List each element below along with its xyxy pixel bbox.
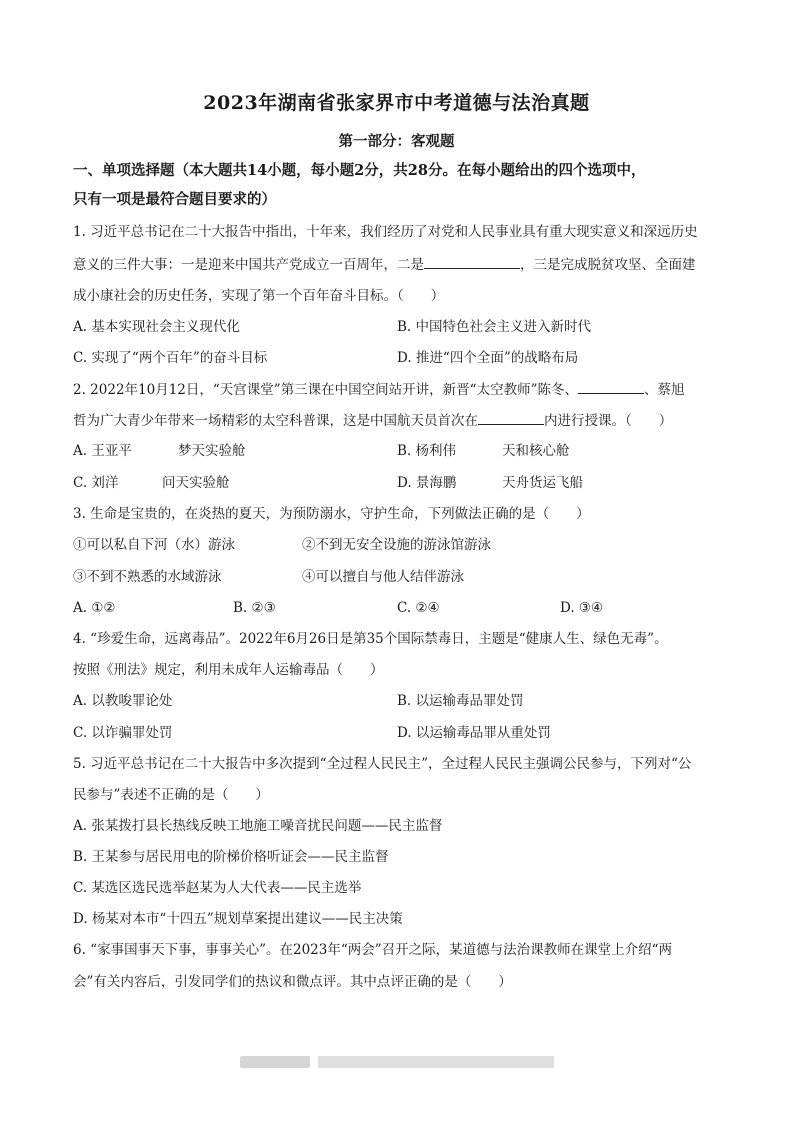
blurred-footer-watermark-2 (318, 1056, 554, 1068)
q2-stem-text-a: 2. 2022年10月12日，“天宫课堂”第三课在中国空间站开讲，新晋“太空教师”陈冬、 (73, 382, 578, 398)
q6-stem-line-2: 会”有关内容后，引发同学们的热议和微点评。其中点评正确的是（ ） (73, 974, 512, 990)
q2-stem-line-1 (73, 379, 733, 400)
section-heading-line-2: 只有一项是最符合题目要求的） (73, 191, 276, 208)
q3-option-b: B. ②③ (233, 600, 276, 616)
q3-statement-2: ②不到无安全设施的游泳馆游泳 (302, 537, 491, 553)
q4-option-a: A. 以教唆罪论处 (73, 693, 173, 709)
q1-stem-line-1: 1. 习近平总书记在二十大报告中指出，十年来，我们经历了对党和人民事业具有重大现实意义和深远历史 (73, 224, 698, 240)
q3-option-a: A. ①② (73, 600, 116, 616)
q2-option-a-module: 梦天实验舱 (178, 443, 246, 459)
q6-stem-line-1: 6. “家事国事天下事，事事关心”。在2023年“两会”召开之际，某道德与法治课教师在课堂上介绍“两 (73, 942, 673, 958)
blurred-footer-watermark (240, 1056, 310, 1068)
q5-option-d: D. 杨某对本市“十四五”规划草案提出建议——民主决策 (73, 911, 403, 927)
q5-stem-line-1: 5. 习近平总书记在二十大报告中多次提到“全过程人民民主”，全过程人民民主强调公民参与，下列对“公 (73, 756, 692, 772)
q5-option-b: B. 王某参与居民用电的阶梯价格听证会——民主监督 (73, 849, 389, 865)
q2-option-c-module: 问天实验舱 (162, 475, 230, 491)
q1-stem-line-3: 成小康社会的历史任务，实现了第一个百年奋斗目标。（ ） (73, 288, 445, 304)
q5-stem-line-2: 民参与”表述不正确的是（ ） (73, 787, 269, 803)
q3-option-c: C. ②④ (397, 600, 440, 616)
q5-option-c: C. 某选区选民选举赵某为人大代表——民主选举 (73, 880, 362, 896)
q4-stem-line-1: 4. “珍爱生命，远离毒品”。2022年6月26日是第35个国际禁毒日，主题是“健康人生、绿色无毒”。 (73, 631, 668, 647)
q2-stem-text-d: 内进行授课。（ ） (544, 413, 673, 429)
exam-title: 2023年湖南省张家界市中考道德与法治真题 (203, 92, 590, 114)
q2-option-a-name: A. 王亚平 (73, 443, 132, 459)
q1-option-c: C. 实现了“两个百年”的奋斗目标 (73, 350, 268, 366)
q2-stem-line-2 (73, 410, 733, 431)
q1-option-a: A. 基本实现社会主义现代化 (73, 319, 240, 335)
q3-option-d: D. ③④ (560, 600, 604, 616)
q3-stem: 3. 生命是宝贵的，在炎热的夏天，为预防溺水，守护生命，下列做法正确的是（ ） (73, 506, 590, 522)
q2-stem-text-c: 哲为广大青少年带来一场精彩的太空科普课，这是中国航天员首次在 (73, 413, 478, 429)
q2-option-d-name: D. 景海鹏 (397, 475, 457, 491)
q1-blank (424, 254, 520, 269)
q2-option-c-name: C. 刘洋 (73, 475, 119, 491)
q5-option-a: A. 张某拨打县长热线反映工地施工噪音扰民问题——民主监督 (73, 818, 443, 834)
q1-stem-text-a: 意义的三件大事：一是迎来中国共产党成立一百周年，二是 (73, 257, 424, 273)
q4-option-b: B. 以运输毒品罪处罚 (397, 693, 524, 709)
q2-option-d-module: 天舟货运飞船 (502, 475, 583, 491)
q2-blank-2 (478, 410, 544, 425)
q2-option-b-name: B. 杨利伟 (397, 443, 457, 459)
q2-blank-1 (578, 379, 644, 394)
q1-option-b: B. 中国特色社会主义进入新时代 (397, 319, 592, 335)
section-heading-line-1: 一、单项选择题（本大题共14小题，每小题2分，共28分。在每小题给出的四个选项中， (73, 162, 646, 179)
q1-option-d: D. 推进“四个全面”的战略布局 (397, 350, 579, 366)
q3-statement-4: ④可以擅自与他人结伴游泳 (302, 569, 464, 585)
q4-stem-line-2: 按照《刑法》规定，利用未成年人运输毒品（ ） (73, 662, 384, 678)
q3-statement-3: ③不到不熟悉的水域游泳 (73, 569, 222, 585)
q3-statement-1: ①可以私自下河（水）游泳 (73, 537, 235, 553)
part-heading: 第一部分：客观题 (338, 133, 455, 150)
q2-option-b-module: 天和核心舱 (502, 443, 570, 459)
q1-stem-text-b: ，三是完成脱贫攻坚、全面建 (520, 257, 696, 273)
q2-stem-text-b: 、蔡旭 (644, 382, 685, 398)
q4-option-c: C. 以诈骗罪处罚 (73, 725, 173, 741)
q4-option-d: D. 以运输毒品罪从重处罚 (397, 725, 551, 741)
q1-stem-line-2 (73, 254, 733, 275)
